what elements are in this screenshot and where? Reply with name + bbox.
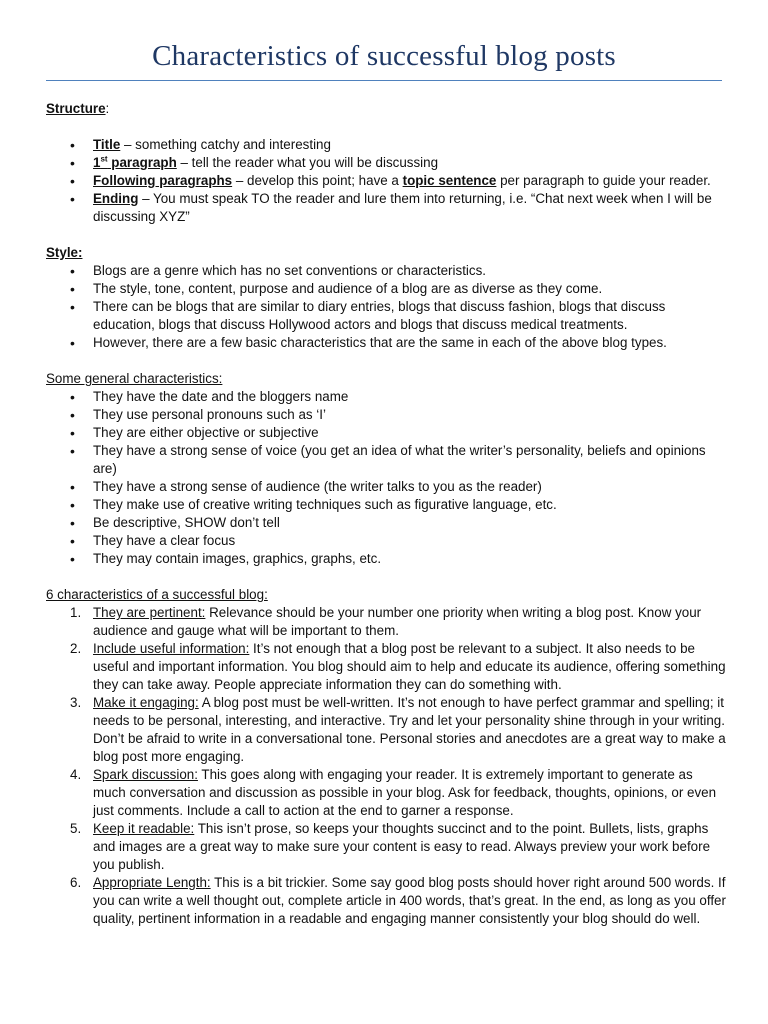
list-item: • There can be blogs that are similar to diary entries, blogs that discuss fashion, blogs that discuss education, blogs that discuss Hollywood actors and blogs that discuss medical treatments.	[46, 298, 726, 334]
list-item: 2. Include useful information: It’s not enough that a blog post be relevant to a subject. It also needs to be useful and important information. You blog should aim to help and educate its audience, offering something they can take away. People appreciate information they can do something with.	[70, 641, 726, 692]
list-item: • Ending – You must speak TO the reader and lure them into returning, i.e. “Chat next week when I will be discussing XYZ”	[46, 190, 726, 226]
six-list	[46, 604, 726, 928]
document-body	[46, 100, 726, 928]
structure-heading: Structure:	[46, 101, 110, 116]
list-item: • Be descriptive, SHOW don’t tell	[46, 514, 726, 532]
list-item: 3. Make it engaging: A blog post must be well-written. It’s not enough to have perfect grammar and spelling; it needs to be personal, interesting, and interactive. Try and let your personality shine through in your writing. Don’t be afraid to write in a conversational tone. Personal stories and anecdotes are a great way to make a blog post more engaging.	[70, 695, 726, 764]
list-item: • However, there are a few basic characteristics that are the same in each of the above blog types.	[46, 334, 726, 352]
six-heading: 6 characteristics of a successful blog:	[46, 587, 268, 602]
list-item: 6. Appropriate Length: This is a bit trickier. Some say good blog posts should hover right around 500 words. If you can write a well thought out, complete article in 400 words, that’s great. In the end, as long as you offer quality, pertinent information in a readable and engaging manner consistently your blog should do well.	[70, 875, 726, 926]
list-item: • They have the date and the bloggers name	[46, 388, 726, 406]
list-item: • They have a clear focus	[46, 532, 726, 550]
list-item: • 1st paragraph – tell the reader what you will be discussing	[46, 154, 726, 172]
list-item: • They use personal pronouns such as ‘I’	[46, 406, 726, 424]
list-item: • They have a strong sense of audience (the writer talks to you as the reader)	[46, 478, 726, 496]
list-item: 1. They are pertinent: Relevance should be your number one priority when writing a blog post. Know your audience and gauge what will be important to them.	[70, 605, 702, 638]
style-heading: Style:	[46, 245, 83, 260]
list-item: • Following paragraphs – develop this point; have a topic sentence per paragraph to guide your reader.	[46, 172, 726, 190]
structure-list	[46, 136, 726, 226]
title-divider	[46, 80, 722, 81]
list-item: • They make use of creative writing techniques such as figurative language, etc.	[46, 496, 726, 514]
list-item: • Blogs are a genre which has no set conventions or characteristics.	[46, 262, 726, 280]
general-heading: Some general characteristics:	[46, 371, 223, 386]
page-title: Characteristics of successful blog posts	[152, 40, 616, 72]
list-item: • The style, tone, content, purpose and audience of a blog are as diverse as they come.	[46, 280, 726, 298]
list-item: • Title – something catchy and interesting	[46, 136, 726, 154]
list-item: • They have a strong sense of voice (you get an idea of what the writer’s personality, beliefs and opinions are)	[46, 442, 726, 478]
list-item: 5. Keep it readable: This isn’t prose, so keeps your thoughts succinct and to the point. Bullets, lists, graphs and images are a great way to make sure your content is easy to read. Always preview your work before you publish.	[70, 821, 711, 872]
list-item: 4. Spark discussion: This goes along with engaging your reader. It is extremely important to generate as much conversation and discussion as possible in your blog. Ask for feedback, thoughts, opinions, or even just comments. Include a call to action at the end to garner a response.	[70, 767, 717, 818]
list-item: • They are either objective or subjective	[46, 424, 726, 442]
general-list	[46, 388, 726, 568]
list-item: • They may contain images, graphics, graphs, etc.	[46, 550, 726, 568]
style-list	[46, 262, 726, 352]
